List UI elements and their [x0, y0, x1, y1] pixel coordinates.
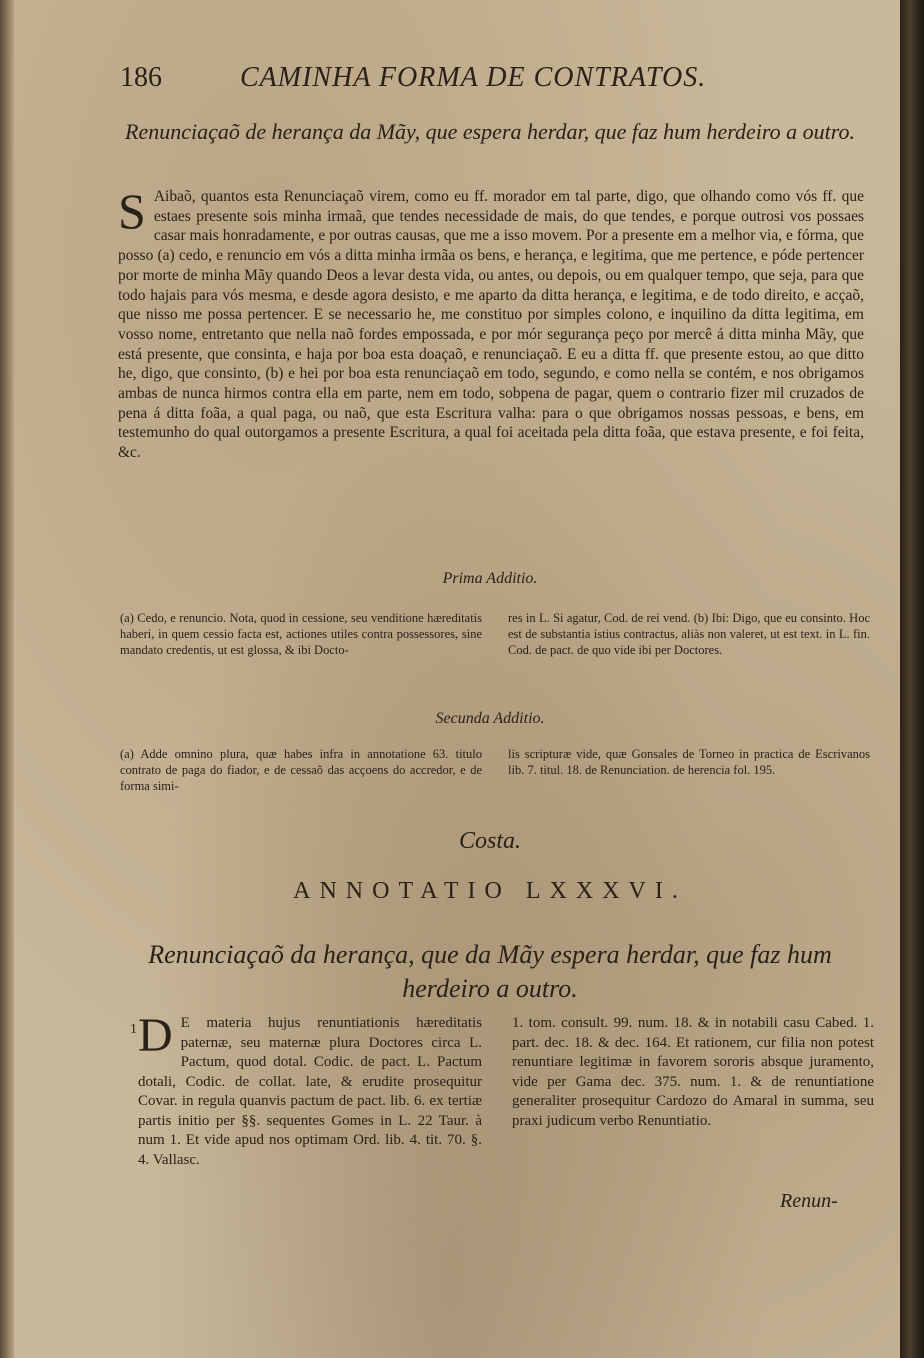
marginal-number: 1 [130, 1022, 137, 1037]
book-edge [900, 0, 924, 1358]
annotatio-col2: 1. tom. consult. 99. num. 18. & in notabili casu Cabed. 1. part. dec. 18. & dec. 164. Et rationem, cur filia non potest renuntiare legitimæ in favorem sororis absque juramento, vide per Gama dec. 375. num. 1. & de renuntiatione generaliter prosequitur Cardozo do Amaral in summa, seu praxi judicum verbo Renuntiatio. [512, 1015, 874, 1129]
drop-cap: S [118, 183, 146, 239]
page-gutter [0, 0, 14, 1358]
section-title: Renunciaçaõ de herança da Mãy, que espera herdar, que faz hum herdeiro a outro. [125, 119, 855, 144]
costa-heading: Costa. [458, 828, 521, 854]
secunda-additio-col2: lis scripturæ vide, quæ Gonsales de Torneo in practica de Escrivanos lib. 7. titul. 18. de Renunciation. de herencia fol. 195. [508, 747, 870, 778]
prima-additio-heading: Prima Additio. [442, 570, 538, 587]
running-title: CAMINHA FORMA DE CONTRATOS. [240, 62, 707, 93]
secunda-additio-col1: (a) Adde omnino plura, quæ habes infra in annotatione 63. titulo contrato de paga do fiador, e de cessaõ das acçoens do accredor, e de forma simi- [120, 747, 482, 794]
annotatio-col1-text: E materia hujus renuntiationis hæreditatis paternæ, seu maternæ plura Doctores circa L. Pactum, quod dotal. Codic. de pact. L. Pactum dotali, Codic. de collat. late, & erudite prosequitur Covar. in regula quanvis pactum de pact. lib. 6. ex tertiæ partis initio per §§. sequentes Gomes in L. 22 Taur. à num 1. Et vide apud nos optimam Ord. lib. 4. tit. 70. §. 4. Vallasc. [138, 1015, 482, 1168]
annotatio-title: Renunciaçaõ da herança, que da Mãy espera herdar, que faz hum herdeiro a outro. [148, 940, 832, 1003]
deed-text [118, 183, 864, 463]
drop-cap: D [138, 1009, 173, 1062]
prima-additio-col1: (a) Cedo, e renuncio. Nota, quod in cessione, seu venditione hæreditatis haberi, in quem cessio facta est, actiones utiles contra possessores, sine mandato credentis, ut est glossa, & ibi Docto- [120, 611, 482, 658]
catchword: Renun- [780, 1190, 838, 1212]
annotatio-col1 [120, 1009, 482, 1170]
secunda-additio-heading: Secunda Additio. [435, 710, 545, 727]
page-header [120, 60, 880, 100]
deed-body: Aibaõ, quantos esta Renunciaçaõ virem, como eu ff. morador em tal parte, digo, que olhando como vós ff. que estaes presente sois minha irmaã, que tendes necessidade de mais, do que tendes, e porque outrosi vos possaes casar mais honradamente, e por outras causas, que me a isso movem. Por a presente em a melhor via, e fórma, que posso (a) cedo, e renuncio em vós a ditta minha irmãa os bens, e herança, e legitima, que me pertence, e póde pertencer por morte de minha Mãy quando Deos a levar desta vida, ou antes, ou depois, ou em qualquer tempo, que seja, para que todo hajais para vós mesma, e desde agora desisto, e me aparto da ditta herança, e legitima, e de todo direito, e acçaõ, que nisso me possa pertencer. E se necessario he, me constituo por simples colono, e inquilino da ditta legitima, em vosso nome, entretanto que nella naõ fordes empossada, e por mór segurança peço por mercê á ditta minha Mãy, que está presente, que consinta, e haja por boa esta doaçaõ, e renunciaçaõ. E eu a ditta ff. que presente estou, ao que ditto he, digo, que consinto, (b) e hei por boa esta renunciaçaõ em todo, segundo, e como nella se contém, e nos obrigamos ambas de nunca hirmos contra ella em parte, nem em todo, sobpena de pagar, quem o contrario fizer mil cruzados de pena á ditta foãa, a qual paga, ou naõ, que esta Escritura valha: para o que obrigamos nossas pessoas, e bens, em testemunho do qual outorgamos a presente Escritura, a qual foi aceitada pela ditta foãa, que estava presente, e foi feita, &c. [118, 188, 864, 462]
prima-additio-col2: res in L. Si agatur, Cod. de rei vend. (b) Ibi: Digo, que eu consinto. Hoc est de substantia istius contractus, aliàs non valeret, ut est text. in L. fin. Cod. de pact. de quo vide ibi per Doctores. [508, 611, 870, 658]
annotatio-heading: ANNOTATIO LXXXVI. [293, 878, 687, 904]
page-number: 186 [120, 62, 162, 93]
